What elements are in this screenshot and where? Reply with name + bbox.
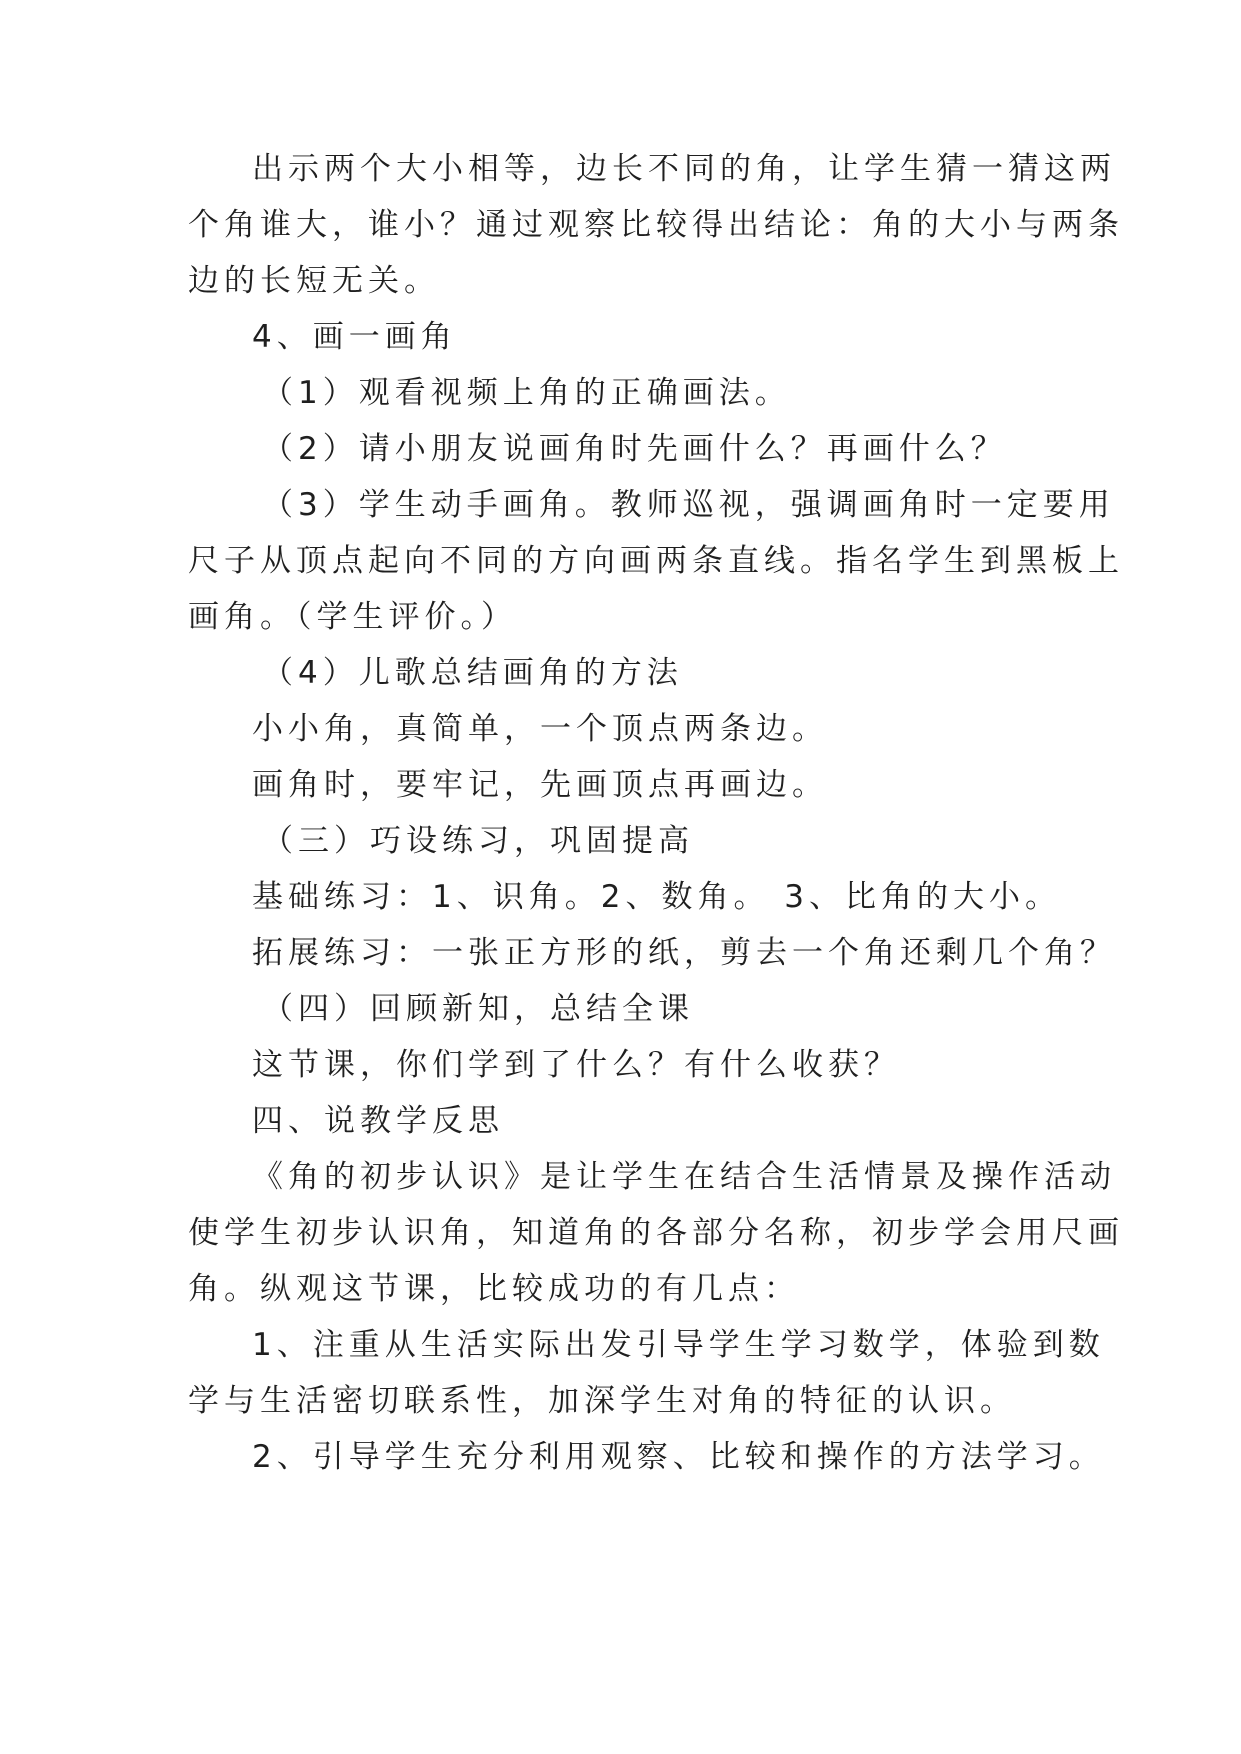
text-line: 角。纵观这节课，比较成功的有几点： [188, 1271, 800, 1307]
text-line: 小小角，真简单，一个顶点两条边。 [252, 711, 828, 747]
text-line: 画角。（学生评价。） [188, 599, 517, 635]
section-heading: 4、画一画角 [252, 319, 457, 355]
text-line: （4）儿歌总结画角的方法 [262, 655, 683, 691]
text-line: 画角时，要牢记，先画顶点再画边。 [252, 767, 828, 803]
text-line: 出示两个大小相等，边长不同的角，让学生猜一猜这两 [252, 151, 1116, 187]
text-line: 尺子从顶点起向不同的方向画两条直线。指名学生到黑板上 [188, 543, 1124, 579]
section-heading: （三）巧设练习，巩固提高 [262, 823, 694, 859]
text-line: 学与生活密切联系性，加深学生对角的特征的认识。 [188, 1383, 1016, 1419]
text-line: （2）请小朋友说画角时先画什么？再画什么？ [262, 431, 1007, 467]
text-line: 拓展练习：一张正方形的纸，剪去一个角还剩几个角？ [252, 935, 1116, 971]
text-line: 《角的初步认识》是让学生在结合生活情景及操作活动 [252, 1159, 1116, 1195]
text-line: 2、引导学生充分利用观察、比较和操作的方法学习。 [252, 1439, 1105, 1475]
text-line: 1、注重从生活实际出发引导学生学习数学，体验到数 [252, 1327, 1105, 1363]
text-line: 基础练习：1、识角。2、数角。 3、比角的大小。 [252, 879, 1062, 915]
text-line: 使学生初步认识角，知道角的各部分名称，初步学会用尺画 [188, 1215, 1124, 1251]
section-heading: 四、说教学反思 [252, 1103, 504, 1139]
text-line: 个角谁大，谁小？通过观察比较得出结论：角的大小与两条 [188, 207, 1124, 243]
text-line: （1）观看视频上角的正确画法。 [262, 375, 791, 411]
text-line: （3）学生动手画角。教师巡视，强调画角时一定要用 [262, 487, 1115, 523]
text-line: 边的长短无关。 [188, 263, 440, 299]
text-line: 这节课，你们学到了什么？有什么收获？ [252, 1047, 900, 1083]
section-heading: （四）回顾新知，总结全课 [262, 991, 694, 1027]
